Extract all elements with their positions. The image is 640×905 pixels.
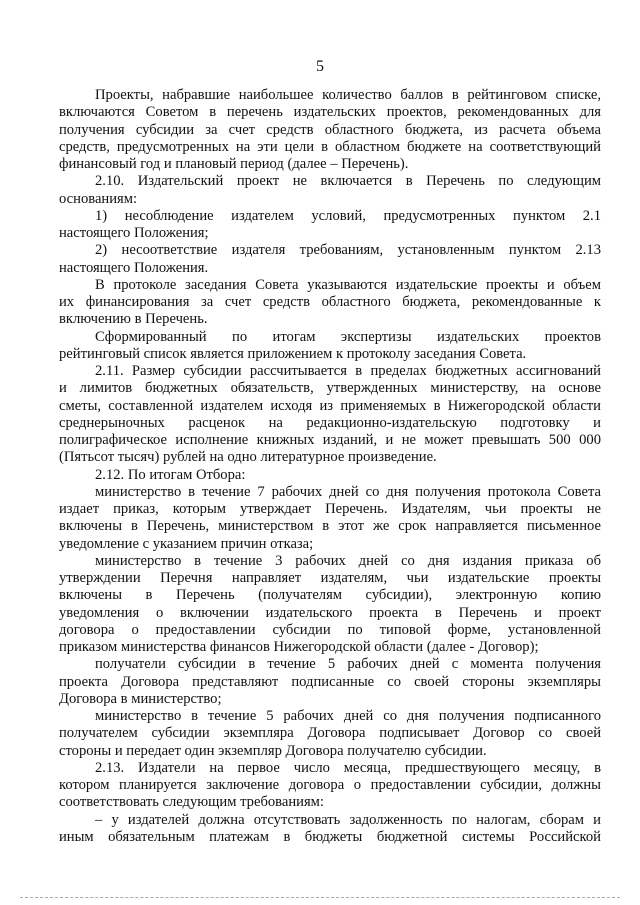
text-line: 2.11. Размер субсидии рассчитывается в пределах бюджетных ассигнований (95, 363, 601, 379)
text-line: министерство в течение 5 рабочих дней со дня получения подписанного (95, 708, 601, 724)
text-line: включены в Перечень, министерством в этот же срок направляется письменное (59, 518, 601, 535)
text-line: получатели субсидии в течение 5 рабочих дней с момента получения (95, 656, 601, 673)
text-line: финансовый год и плановый период (далее – Перечень). (59, 156, 409, 172)
text-line: договора о предоставлении субсидии по типовой форме, установленной (59, 621, 601, 638)
text-line: настоящего Положения. (59, 259, 209, 276)
text-line: получателем субсидии экземпляра Договора подписывает Договор со своей (59, 725, 601, 742)
text-line: 2) несоответствие издателя требованиям, установленным пунктом 2.13 (95, 242, 601, 259)
text-line: 1) несоблюдение издателем условий, предусмотренных пунктом 2.1 (95, 207, 601, 224)
text-line: котором планируется заключение договора о предоставлении субсидии, должны (59, 777, 601, 793)
text-line: 2.10. Издательский проект не включается в Перечень по следующим (95, 173, 601, 190)
text-line: соответствовать следующим требованиям: (59, 794, 324, 811)
text-line: 2.13. Издатели на первое число месяца, предшествующего месяцу, в (95, 759, 601, 776)
text-line: стороны и передает один экземпляр Договора получателю субсидии. (59, 742, 487, 759)
page-bottom-edge (20, 897, 620, 899)
text-line: рейтинговый список является приложением к протоколу заседания Совета. (59, 345, 527, 362)
text-line: уведомления о включении издательского проекта в Перечень и проект (59, 604, 601, 621)
text-line: (Пятьсот тысяч) рублей на одно литературное произведение. (59, 449, 437, 466)
text-line: 2.12. По итогам Отбора: (95, 466, 246, 483)
text-line: В протоколе заседания Совета указываются издательские проекты и объем (95, 276, 601, 293)
text-line: среднерыночных расценок на редакционно-издательскую подготовку и (59, 414, 601, 431)
text-line: включены в Перечень (получателям субсидии), электронную копию (59, 587, 601, 604)
text-line: Сформированный по итогам экспертизы издательских проектов (95, 328, 601, 345)
text-line: издает приказ, которым утверждает Перечень. Издателям, чьи проекты не (59, 501, 601, 517)
document-body (59, 87, 601, 846)
text-line: настоящего Положения; (59, 225, 209, 241)
text-line: уведомление с указанием причин отказа; (59, 535, 314, 552)
text-line: Договора в министерство; (59, 690, 222, 707)
text-line: и лимитов бюджетных обязательств, утвержденных министерству, на основе (59, 380, 601, 397)
text-line: получения субсидии за счет средств областного бюджета, из расчета объема (59, 121, 601, 138)
text-line: Проекты, набравшие наибольшее количество баллов в рейтинговом списке, (95, 87, 601, 103)
text-line: проекта Договора представляют подписанные со своей стороны экземпляры (59, 673, 601, 690)
text-line: утверждении Перечня направляет издателям, чьи издательские проекты (59, 570, 601, 586)
text-line: министерство в течение 3 рабочих дней со дня издания приказа об (95, 552, 601, 569)
text-line: иным обязательным платежам в бюджеты бюджетной системы Российской (59, 828, 601, 845)
text-line: средств, предусмотренных на эти цели в областном бюджете на соответствующий (59, 138, 601, 155)
text-line: полиграфическое исполнение книжных изданий, и не может превышать 500 000 (59, 432, 601, 448)
text-line: – у издателей должна отсутствовать задолженность по налогам, сборам и (95, 811, 601, 828)
page-number: 5 (316, 58, 324, 75)
text-line: сметы, составленной издателем исходя из применяемых в Нижегородской области (59, 397, 601, 414)
text-line: их финансирования за счет средств областного бюджета, рекомендованные к (59, 294, 601, 310)
text-line: включаются Советом в перечень издательских проектов, рекомендованных для (59, 104, 601, 121)
text-line: министерство в течение 7 рабочих дней со дня получения протокола Совета (95, 483, 601, 500)
text-line: включению в Перечень. (59, 311, 208, 328)
text-line: приказом министерства финансов Нижегородской области (далее - Договор); (59, 639, 539, 655)
text-line: основаниям: (59, 190, 138, 207)
